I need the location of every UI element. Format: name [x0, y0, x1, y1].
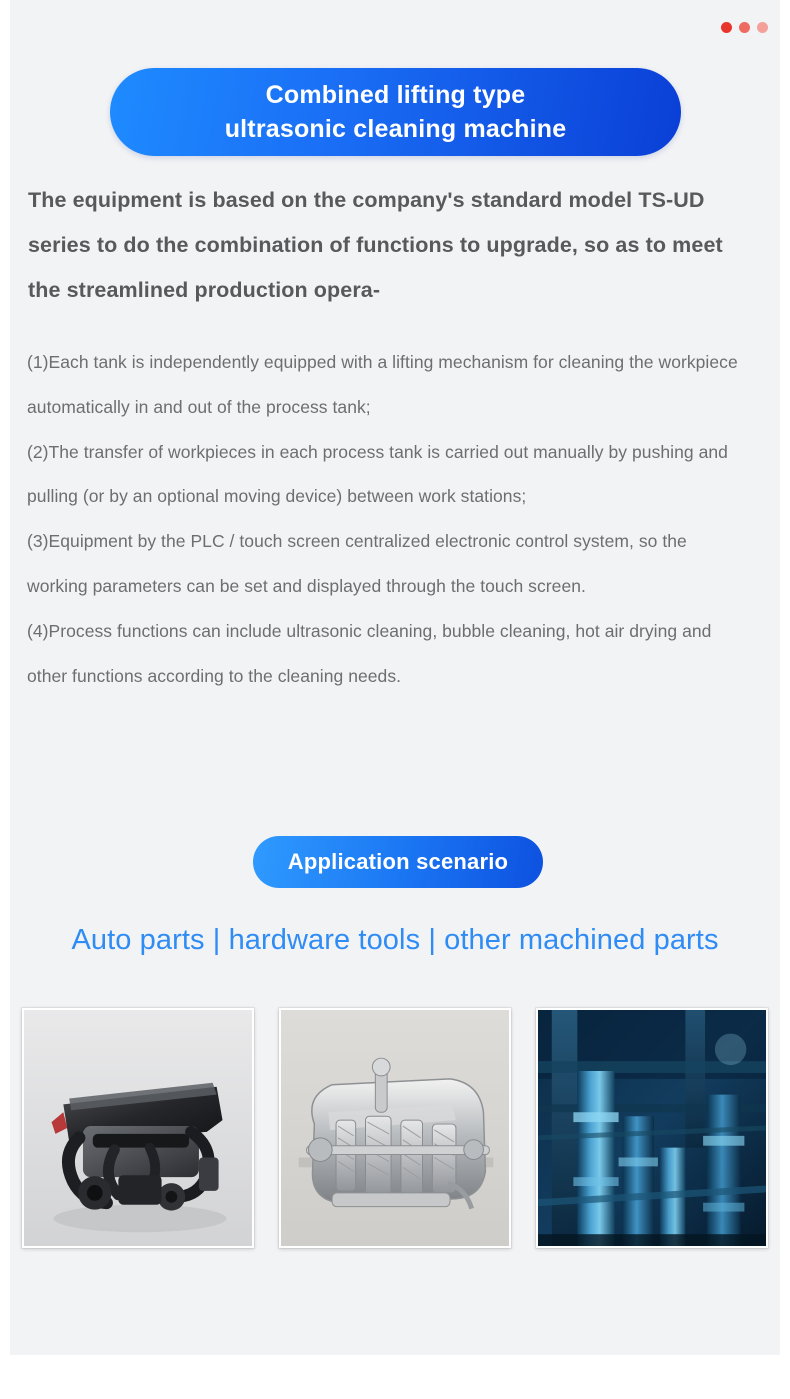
image-gallery	[22, 1008, 768, 1248]
page-title-line-1: Combined lifting type	[265, 81, 526, 109]
scenario-subtitle: Auto parts | hardware tools | other machined parts	[71, 924, 719, 956]
gallery-image-industrial-pipes	[536, 1008, 768, 1248]
industrial-pipes-icon	[538, 1010, 766, 1246]
feature-item-4: (4)Process functions can include ultrasonic cleaning, bubble cleaning, hot air drying and other functions according to the cleaning needs.	[27, 620, 712, 686]
feature-list	[27, 340, 749, 698]
window-controls[interactable]	[721, 22, 768, 33]
application-scenario-label: Application scenario	[287, 849, 509, 874]
car-engine-icon	[24, 1010, 252, 1246]
page-title-line-2: ultrasonic cleaning machine	[224, 115, 567, 143]
feature-item-3: (3)Equipment by the PLC / touch screen centralized electronic control system, so the working parameters can be set and displayed through the touch screen.	[27, 531, 687, 596]
minimize-dot-icon[interactable]	[739, 22, 750, 33]
gallery-image-gearbox	[279, 1008, 511, 1248]
gallery-image-engine	[22, 1008, 254, 1248]
feature-item-2: (2)The transfer of workpieces in each process tank is carried out manually by pushing and pulling (or by an optional moving device) between work stations;	[27, 441, 728, 507]
application-scenario-badge	[253, 836, 543, 888]
gearbox-transmission-icon	[281, 1010, 509, 1246]
page-title-banner	[110, 68, 681, 156]
maximize-dot-icon[interactable]	[757, 22, 768, 33]
feature-item-1: (1)Each tank is independently equipped with a lifting mechanism for cleaning the workpiece automatically in and out of the process tank;	[27, 352, 738, 417]
intro-paragraph: The equipment is based on the company's standard model TS-UD series to do the combination of functions to upgrade, so as to meet the streamlined production opera-	[28, 188, 723, 302]
page-footer-space	[0, 1355, 790, 1399]
close-dot-icon[interactable]	[721, 22, 732, 33]
